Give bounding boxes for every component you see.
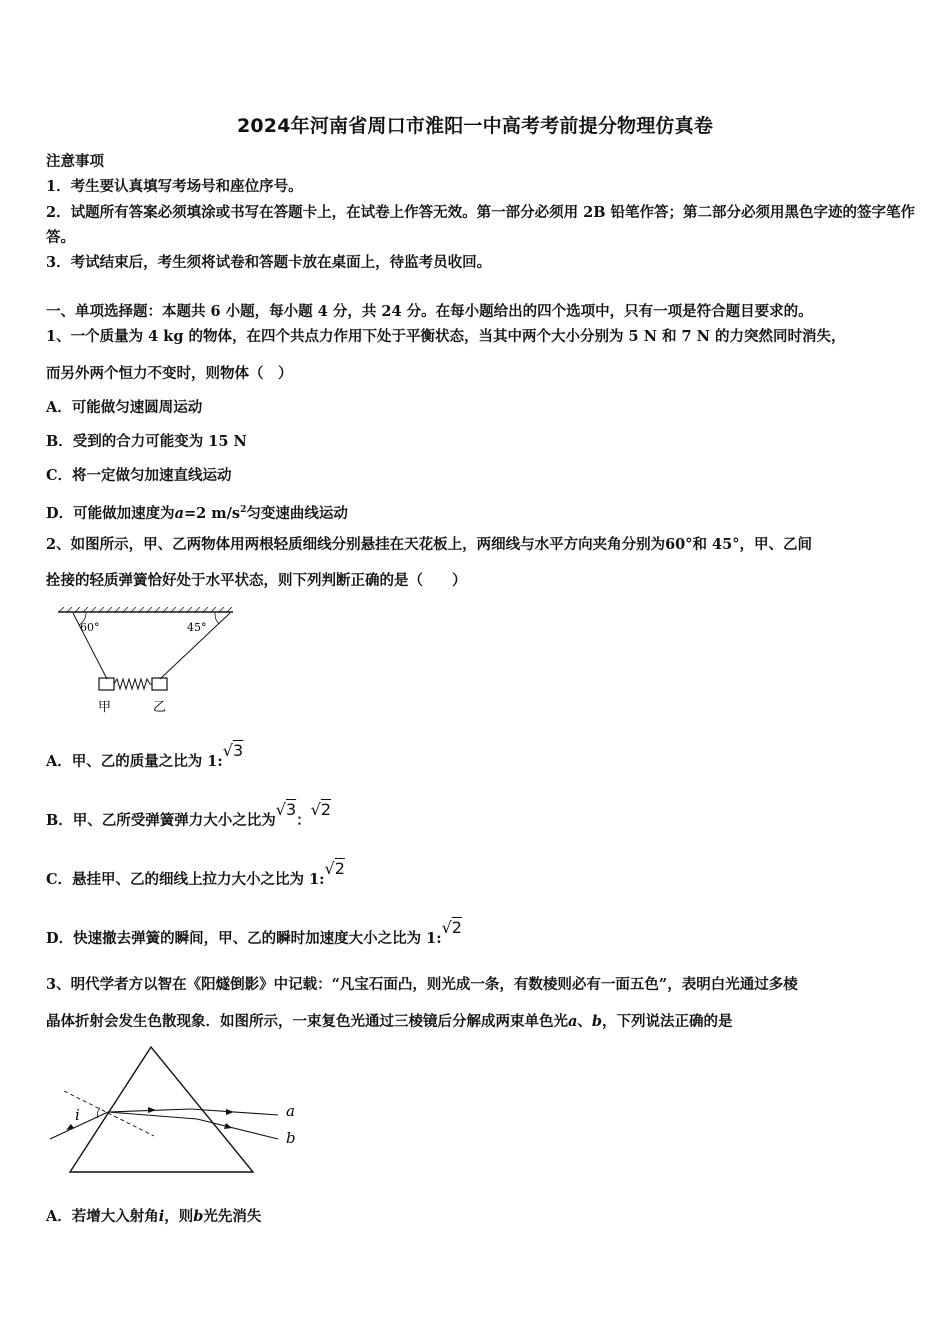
q3-option-a-i: i [158,1208,165,1225]
q3-option-a-post: 光先消失 [203,1208,262,1225]
angle-label-right: 45° [187,621,207,634]
sqrt-sign: √ [222,741,233,760]
q3-stem-line1: 3、明代学者方以智在《阳燧倒影》中记载：“凡宝石面凸，则光成一条，有数棱则必有一面五色”，表明白光通过多棱 [46,976,798,993]
label-jia: 甲 [98,700,112,715]
notice-item-3: 3．考试结束后，考生须将试卷和答题卡放在桌面上，待监考员收回。 [46,254,492,271]
sqrt-2-symbol [311,800,331,820]
q2-option-b-text: B．甲、乙所受弹簧弹力大小之比为 [46,812,276,829]
radicand: 2 [451,918,462,937]
ratio-colon: ： [296,812,311,829]
prism [70,1047,253,1172]
q2-figure [55,607,240,717]
q3-stem-line2 [46,1012,916,1032]
q3-option-a-b: b [193,1208,204,1225]
q1-stem-line2: 而另外两个恒力不变时，则物体（ ） [46,365,293,382]
q2-option-d [46,918,916,949]
label-yi: 乙 [153,700,167,715]
sqrt-3-symbol [223,741,243,761]
q1-option-c: C．将一定做匀加速直线运动 [46,467,232,484]
notice-item-1: 1．考生要认真填写考场号和座位序号。 [46,178,303,195]
inner-arrow [148,1107,156,1113]
q1-option-d-sup: 2 [240,505,247,515]
q3-stem-line2-post: ，下列说法正确的是 [602,1013,733,1030]
sqrt-sign: √ [324,859,335,878]
block-yi [152,678,167,690]
emerging-ray-b [197,1119,278,1139]
sqrt-sign: √ [441,918,452,937]
q2-stem-line2: 拴接的轻质弹簧恰好处于水平状态，则下列判断正确的是（ ） [46,572,467,589]
q3-stem-line2-pre: 晶体折射会发生色散现象．如图所示，一束复色光通过三棱镜后分解成两束单色光 [46,1013,568,1030]
q3-option-a-mid: ，则 [164,1208,194,1225]
q3-sep: 、 [577,1013,592,1030]
q1-option-d-pre: D．可能做加速度为 [46,504,175,522]
radicand: 2 [334,859,345,878]
q2-option-a [46,741,916,772]
label-i: i [75,1106,80,1124]
q1-stem-line1: 1、一个质量为 4 kg 的物体，在四个共点力作用下处于平衡状态，当其中两个大小分别为 5 N 和 7 N 的力突然同时消失， [46,328,846,345]
q3-var-b: b [591,1013,603,1030]
q3-option-a-pre: A．若增大入射角 [46,1208,159,1225]
q1-option-d-mid: =2 m/s [183,504,241,522]
q2-option-d-text: D．快速撤去弹簧的瞬间，甲、乙的瞬时加速度大小之比为 1: [46,930,442,947]
q1-option-d-post: 匀变速曲线运动 [246,504,348,522]
label-b: b [286,1129,296,1147]
sqrt-sign: √ [275,800,286,819]
arrow-b [224,1123,232,1129]
q3-var-a: a [568,1013,578,1030]
radicand: 3 [232,741,244,760]
q1-option-d [46,500,916,524]
q2-stem-line1: 2、如图所示，甲、乙两物体用两根轻质细线分别悬挂在天花板上，两细线与水平方向夹角分别为60°和 45°，甲、乙间 [46,536,812,553]
notice-heading: 注意事项 [46,153,104,170]
arrow-a [226,1109,234,1115]
q2-option-b [46,800,916,831]
label-a: a [286,1102,295,1120]
q1-option-d-var: a [174,504,184,522]
radicand: 2 [320,800,332,819]
notice-item-2: 2．试题所有答案必须填涂或书写在答题卡上，在试卷上作答无效。第一部分必须用 2B 铅笔作答；第二部分必须用黑色字迹的签字笔作答。 [46,204,916,246]
angle-arc-right [215,613,219,624]
q1-option-a: A．可能做匀速圆周运动 [46,399,203,416]
q3-prism-figure [46,1042,306,1177]
block-jia [99,678,114,690]
radicand: 3 [285,800,297,819]
sqrt-2-symbol [442,918,462,938]
spring [114,679,152,689]
q3-option-a [46,1207,916,1227]
sqrt-sign: √ [310,800,321,819]
refracted-ray-b [108,1112,197,1119]
angle-label-left: 60° [80,621,100,634]
q2-option-c [46,859,916,890]
q2-option-c-text: C．悬挂甲、乙的细线上拉力大小之比为 1: [46,871,325,888]
sqrt-3-symbol [276,800,296,820]
section-heading: 一、单项选择题：本题共 6 小题，每小题 4 分，共 24 分。在每小题给出的四个选项中，只有一项是符合题目要求的。 [46,303,813,320]
sqrt-2-symbol [325,859,345,879]
q2-option-a-text: A．甲、乙的质量之比为 1: [46,753,223,770]
q1-option-b: B．受到的合力可能变为 15 N [46,433,247,450]
page-title: 2024年河南省周口市淮阳一中高考考前提分物理仿真卷 [236,115,714,137]
